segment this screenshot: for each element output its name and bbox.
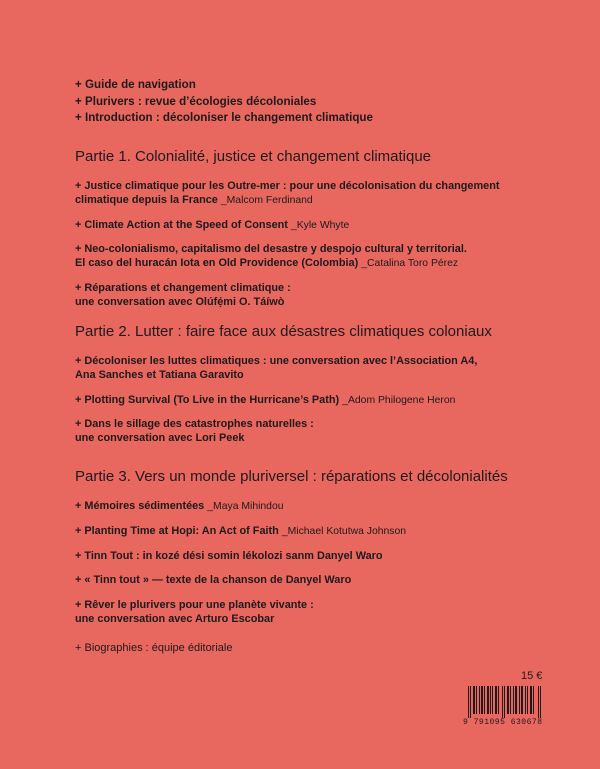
entry-title-cont: El caso del huracán Iota en Old Providence (Colombia) [75,257,359,270]
entry-title: + Tinn Tout : in kozé dési somin lékolozi sanm Danyel Waro [75,549,383,562]
toc-entry [75,243,500,271]
entry-title: + Mémoires sédimentées [75,500,205,512]
entry-title-cont: climatique depuis la France [75,193,218,206]
biographies-line: + Biographies : équipe éditoriale [75,642,233,654]
toc-entry [75,180,500,208]
entry-title: + Rêver le plurivers pour une planète vivante : [75,599,314,612]
intro-item: + Guide de navigation [75,78,196,91]
part-title: Partie 1. Colonialité, justice et changement climatique [75,148,432,165]
entry-title: + Plotting Survival (To Live in the Hurricane’s Path) [75,393,340,406]
toc-entry [75,525,508,539]
toc-entry [75,355,492,383]
entry-author: _Michael Kotutwa Johnson [281,525,407,537]
toc-entry [75,500,508,514]
toc-entry [75,550,508,564]
part-2 [75,322,492,457]
part-title: Partie 3. Vers un monde pluriversel : réparations et décolonialités [75,468,508,485]
entry-title-cont: une conversation avec Lori Peek [75,432,245,445]
entry-title-cont: une conversation avec Olúfẹ́mi O. Táíwò [75,295,285,308]
toc-entry [75,418,492,446]
intro-item: + Plurivers : revue d’écologies décoloniales [75,94,317,108]
part-3 [75,467,508,638]
intro-item: + Introduction : décoloniser le changement climatique [75,111,373,124]
intro-list [75,77,373,127]
entry-title: + Réparations et changement climatique : [75,281,291,294]
entry-title-cont: une conversation avec Arturo Escobar [75,612,275,625]
toc-entry [75,282,500,310]
entry-title: + Planting Time at Hopi: An Act of Faith [75,524,279,537]
entry-author: _Kyle Whyte [290,219,350,231]
toc-entry [75,219,500,233]
part-1 [75,147,500,321]
entry-title: + Climate Action at the Speed of Consent [75,218,288,231]
entry-title: + Neo-colonialismo, capitalismo del desastre y despojo cultural y territorial. [75,243,467,256]
entry-author: _Maya Mihindou [207,501,284,512]
entry-title: + Dans le sillage des catastrophes naturelles : [75,418,314,431]
entry-author: _Catalina Toro Pérez [361,258,459,270]
entry-title: + « Tinn tout » — texte de la chanson de Danyel Waro [75,574,352,587]
isbn-number: 9 791095 630678 [463,718,543,727]
price-label: 15 € [521,670,543,682]
entry-author: _Adom Philogene Heron [342,394,456,406]
entry-title: + Justice climatique pour les Outre-mer : pour une décolonisation du changement [75,180,500,192]
entry-title-cont: Ana Sanches et Tatiana Garavito [75,368,244,381]
toc-entry [75,599,508,627]
toc-entry [75,574,508,588]
toc-entry [75,394,492,408]
entry-title: + Décoloniser les luttes climatiques : une conversation avec l’Association A4, [75,355,478,367]
barcode-icon [468,686,541,718]
part-title: Partie 2. Lutter : faire face aux désastres climatiques coloniaux [75,323,492,340]
entry-author: _Malcom Ferdinand [220,194,313,206]
